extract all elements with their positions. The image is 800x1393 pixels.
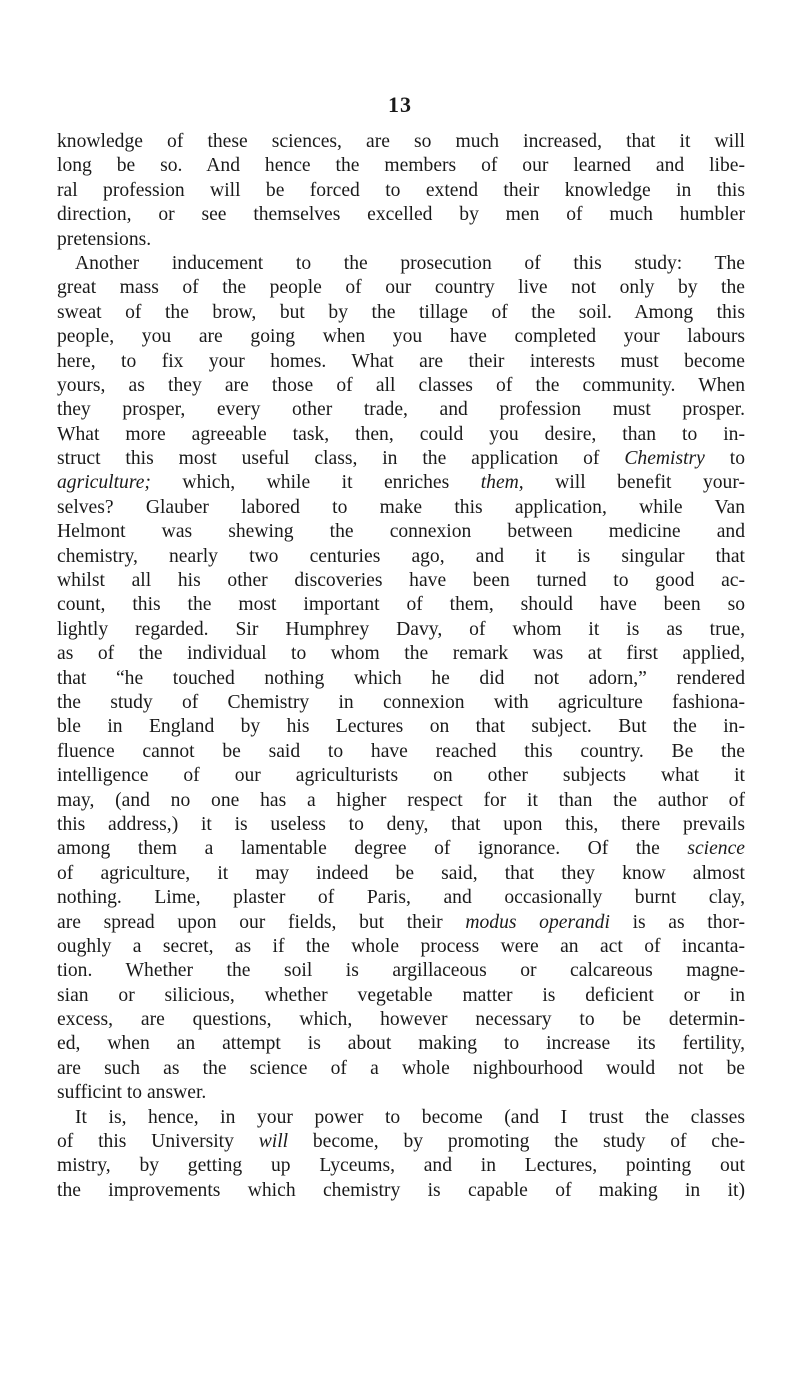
text-line: knowledge of these sciences, are so much increased, that it will xyxy=(57,131,745,152)
text-line: pretensions. xyxy=(57,228,152,250)
text-line: tion. Whether the soil is argillaceous or calcareous magne- xyxy=(57,960,745,982)
text-segment: to xyxy=(704,448,745,470)
text-segment: is as thor- xyxy=(609,911,745,933)
text-segment: will benefit your- xyxy=(523,472,746,494)
text-line: lightly regarded. Sir Humphrey Davy, of whom it is as true, xyxy=(57,618,745,640)
text-segment: struct this most useful class, in the application of xyxy=(57,448,625,470)
text-line: may, (and no one has a higher respect for it than the author of xyxy=(57,789,745,811)
italic-text: modus operandi xyxy=(465,911,610,933)
text-line: intelligence of our agriculturists on other subjects what it xyxy=(57,765,745,787)
text-line: count, this the most important of them, should have been so xyxy=(57,594,745,616)
text-segment: become, by promoting the study of che- xyxy=(288,1131,746,1153)
text-line: excess, are questions, which, however necessary to be determin- xyxy=(57,1009,745,1031)
text-line: of agriculture, it may indeed be said, that they know almost xyxy=(57,862,745,884)
italic-text: Chemistry xyxy=(624,448,705,470)
text-line: mistry, by getting up Lyceums, and in Lectures, pointing out xyxy=(57,1155,745,1177)
text-line: direction, or see themselves excelled by men of much humbler xyxy=(57,204,745,226)
body-text xyxy=(57,130,745,1203)
italic-text: agriculture; xyxy=(57,472,151,494)
text-line: sian or silicious, whether vegetable matter is deficient or in xyxy=(57,984,745,1006)
text-line: Another inducement to the prosecution of this study: The xyxy=(75,252,745,274)
text-line: ral profession will be forced to extend their knowledge in this xyxy=(57,179,745,201)
text-line: yours, as they are those of all classes of the community. When xyxy=(57,374,745,396)
text-line: people, you are going when you have completed your labours xyxy=(57,326,745,348)
text-segment: are spread upon our fields, but their xyxy=(57,911,466,933)
page-number: 13 xyxy=(388,92,412,117)
text-line: they prosper, every other trade, and profession must prosper. xyxy=(57,399,745,421)
text-line: sweat of the brow, but by the tillage of the soil. Among this xyxy=(57,301,745,323)
text-line: the improvements which chemistry is capable of making in it) xyxy=(57,1179,745,1201)
text-line: whilst all his other discoveries have been turned to good ac- xyxy=(57,570,745,592)
text-line: chemistry, nearly two centuries ago, and it is singular that xyxy=(57,545,745,567)
text-segment: which, while it enriches xyxy=(150,472,481,494)
text-line: this address,) it is useless to deny, that upon this, there prevails xyxy=(57,813,745,835)
text-line: ble in England by his Lectures on that subject. But the in- xyxy=(57,716,745,738)
text-line: sufficint to answer. xyxy=(57,1082,207,1104)
text-line: ed, when an attempt is about making to increase its fertility, xyxy=(57,1033,745,1055)
text-line: fluence cannot be said to have reached this country. Be the xyxy=(57,740,745,762)
text-line: are such as the science of a whole nighbourhood would not be xyxy=(57,1057,745,1079)
text-line: here, to fix your homes. What are their interests must become xyxy=(57,350,745,372)
italic-text: science xyxy=(687,838,745,860)
italic-text: them, xyxy=(480,472,524,494)
text-line: oughly a secret, as if the whole process were an act of incanta- xyxy=(57,935,745,957)
italic-text: will xyxy=(258,1131,289,1153)
text-line: that “he touched nothing which he did not adorn,” rendered xyxy=(57,667,745,689)
text-line: What more agreeable task, then, could you desire, than to in- xyxy=(57,423,745,445)
text-segment: among them a lamentable degree of ignorance. Of the xyxy=(57,838,688,860)
text-line xyxy=(57,911,745,935)
text-line: It is, hence, in your power to become (and I trust the classes xyxy=(75,1106,745,1128)
text-line: nothing. Lime, plaster of Paris, and occasionally burnt clay, xyxy=(57,887,745,909)
text-line xyxy=(57,471,745,495)
text-line: great mass of the people of our country live not only by the xyxy=(57,277,745,299)
text-line: long be so. And hence the members of our learned and libe- xyxy=(57,155,745,177)
text-line xyxy=(57,447,745,471)
text-line: the study of Chemistry in connexion with agriculture fashiona- xyxy=(57,691,745,713)
text-line xyxy=(57,837,745,861)
text-line xyxy=(57,1130,745,1154)
text-line: as of the individual to whom the remark was at first applied, xyxy=(57,643,745,665)
text-segment: of this University xyxy=(57,1131,259,1153)
text-line: Helmont was shewing the connexion between medicine and xyxy=(57,521,745,543)
text-line: selves? Glauber labored to make this application, while Van xyxy=(57,496,745,518)
